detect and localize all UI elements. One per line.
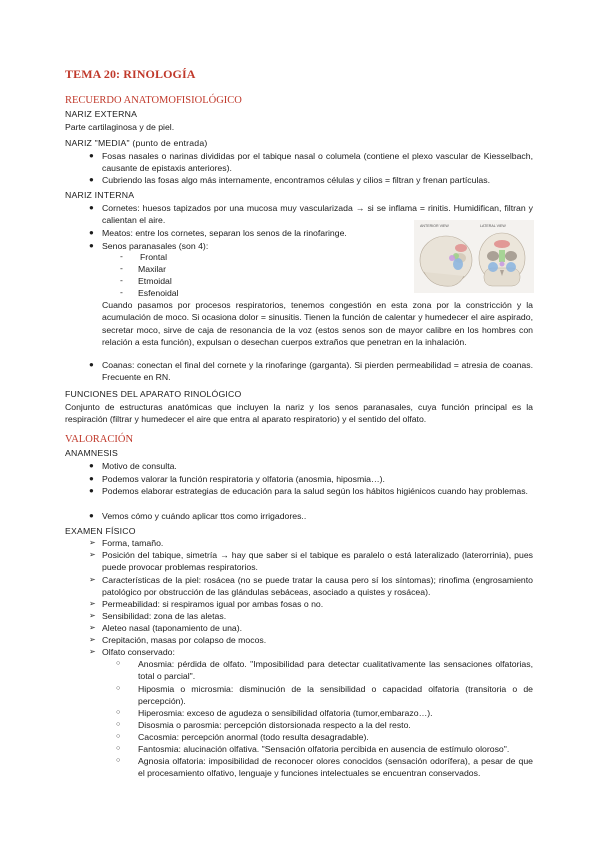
circle-bullet-icon: ○ (116, 733, 121, 740)
arrow-bullet-icon: ➢ (89, 575, 96, 584)
bullet-icon: ● (89, 151, 94, 160)
bullet-icon: ● (89, 203, 94, 212)
examen-item-4: Permeabilidad: si respiramos igual por ambas fosas o no. (102, 599, 324, 609)
bullet-icon: ● (89, 474, 94, 483)
seno-maxilar: Maxilar (138, 264, 166, 274)
meatos-bullet: Meatos: entre los cornetes, separan los senos de la rinofaringe. (102, 228, 347, 238)
examen-item-8: Olfato conservado: (102, 647, 175, 657)
circle-bullet-icon: ○ (116, 721, 121, 728)
subheading-nariz-externa: NARIZ EXTERNA (65, 109, 138, 119)
page-title: TEMA 20: RINOLOGÍA (65, 67, 196, 81)
anamnesis-bullet-3: Podemos elaborar estrategias de educación para la salud según los hábitos higiénicos cuando hay problemas. (102, 486, 528, 496)
figure-label-lateral: LATERAL VIEW (480, 224, 506, 228)
nariz-externa-text: Parte cartilaginosa y de piel. (65, 122, 175, 132)
senos-bullet: Senos paranasales (son 4): (102, 241, 209, 251)
olfato-disosmia: Disosmia o parosmia: percepción distorsionada respecto a la del resto. (138, 720, 411, 730)
bullet-icon: ● (89, 360, 94, 369)
bullet-icon: ● (89, 486, 94, 495)
figure-label-anterior: ANTERIOR VIEW (420, 224, 449, 228)
nariz-interna-paragraph: Cuando pasamos por procesos respiratorios, tenemos congestión en esta zona por la constricción y la acumulación de moco. Si ocasiona dolor = sinusitis. Tienen la función de calentar y humedecer el aire aspirado, secretar moco, sirve de caja de resonancia de la voz (estos senos son de mayor calibre en los hombres con relación a esta función), expulsan o desechan cuerpos extraños que penetran en la inhalación. (102, 300, 533, 347)
seno-etmoidal: Etmoidal (138, 276, 172, 286)
funciones-text: Conjunto de estructuras anatómicas que incluyen la nariz y los senos paranasales, cuya función principal es la respiración (filtrar y humedecer el aire que entra al aparato respiratorio) y el sentido del olfato. (65, 402, 533, 425)
dash-icon: - (120, 251, 123, 261)
section-heading-valoracion: VALORACIÓN (65, 434, 134, 445)
subheading-funciones: FUNCIONES DEL APARATO RINOLÓGICO (65, 389, 242, 399)
seno-esfenoidal: Esfenoidal (138, 288, 179, 298)
section-heading-recuerdo: RECUERDO ANATOMOFISIOLÓGICO (65, 95, 242, 106)
dash-icon: - (120, 287, 123, 297)
arrow-bullet-icon: ➢ (89, 647, 96, 656)
arrow-bullet-icon: ➢ (89, 623, 96, 632)
arrow-bullet-icon: ➢ (89, 538, 96, 547)
subheading-examen-fisico: EXAMEN FÍSICO (65, 526, 136, 536)
olfato-agnosia: Agnosia olfatoria: imposibilidad de reconocer olores conocidos (sensación odorífera), a pesar de que el procesamiento olfativo, lenguaje y funciones intelectuales se encuentran conservados. (138, 756, 533, 779)
lateral-skull (420, 236, 472, 286)
dash-icon: - (120, 275, 123, 285)
examen-item-5: Sensibilidad: zona de las aletas. (102, 611, 227, 621)
subheading-anamnesis: ANAMNESIS (65, 448, 118, 458)
examen-item-7: Crepitación, masas por colapso de mocos. (102, 635, 267, 645)
nariz-media-bullet-1: Fosas nasales o narinas divididas por el tabique nasal o columela (contiene el plexo vascular de Kiesselbach, causante de epistaxis anteriores). (102, 151, 533, 174)
subheading-nariz-interna: NARIZ INTERNA (65, 190, 135, 200)
subheading-nariz-media: NARIZ "MEDIA" (punto de entrada) (65, 138, 208, 148)
circle-bullet-icon: ○ (116, 685, 121, 692)
examen-item-3: Características de la piel: rosácea (no se puede tratar la causa pero sí los síntomas); rinofima (engrosamiento patológico por obstrucción de las glándulas sebáceas, asociado a quistes y rosácea). (102, 575, 533, 598)
anamnesis-bullet-2: Podemos valorar la función respiratoria y olfatoria (anosmia, hiposmia…). (102, 474, 385, 484)
anamnesis-bullet-1: Motivo de consulta. (102, 461, 177, 471)
examen-item-6: Aleteo nasal (taponamiento de una). (102, 623, 243, 633)
arrow-bullet-icon: ➢ (89, 550, 96, 559)
arrow-bullet-icon: ➢ (89, 611, 96, 620)
anterior-skull (479, 233, 525, 286)
examen-item-1: Forma, tamaño. (102, 538, 164, 548)
anamnesis-bullet-4: Vemos cómo y cuándo aplicar ttos como irrigadores.. (102, 511, 307, 521)
olfato-hiposmia: Hiposmia o microsmia: disminución de la sensibilidad o capacidad olfatoria (transitoria o de percepción). (138, 684, 533, 707)
seno-frontal: Frontal (140, 252, 168, 262)
arrow-bullet-icon: ➢ (89, 599, 96, 608)
circle-bullet-icon: ○ (116, 745, 121, 752)
bullet-icon: ● (89, 175, 94, 184)
examen-item-2: Posición del tabique, simetría → hay que saber si el tabique es paralelo o está lateralizado (laterorrinia), pues puede provocar problemas respiratorios. (102, 550, 533, 573)
circle-bullet-icon: ○ (116, 757, 121, 764)
sinus-anatomy-figure (414, 220, 534, 293)
circle-bullet-icon: ○ (116, 660, 121, 667)
circle-bullet-icon: ○ (116, 709, 121, 716)
bullet-icon: ● (89, 228, 94, 237)
coanas-bullet: Coanas: conectan el final del cornete y la rinofaringe (garganta). Si pierden permeabilidad = atresia de coanas. Frecuente en RN. (102, 360, 533, 383)
olfato-fantosmia: Fantosmia: alucinación olfativa. "Sensación olfatoria percibida en ausencia de estímulo oloroso". (138, 744, 510, 754)
cornetes-bullet: Cornetes: huesos tapizados por una mucosa muy vascularizada → si se inflama = rinitis. Humidifican, filtran y calientan el aire. (102, 203, 533, 226)
bullet-icon: ● (89, 511, 94, 520)
olfato-hiperosmia: Hiperosmia: exceso de agudeza o sensibilidad olfatoria (tumor,embarazo…). (138, 708, 433, 718)
nariz-media-bullet-2: Cubriendo las fosas algo más internamente, encontramos células y cilios = filtran y frenan partículas. (102, 175, 490, 185)
olfato-cacosmia: Cacosmia: percepción anormal (todo resulta desagradable). (138, 732, 369, 742)
arrow-bullet-icon: ➢ (89, 635, 96, 644)
bullet-icon: ● (89, 241, 94, 250)
bullet-icon: ● (89, 461, 94, 470)
olfato-anosmia: Anosmia: pérdida de olfato. "Imposibilidad para detectar cualitativamente las sensaciones olfatorias, total o parcial". (138, 659, 533, 682)
dash-icon: - (120, 263, 123, 273)
